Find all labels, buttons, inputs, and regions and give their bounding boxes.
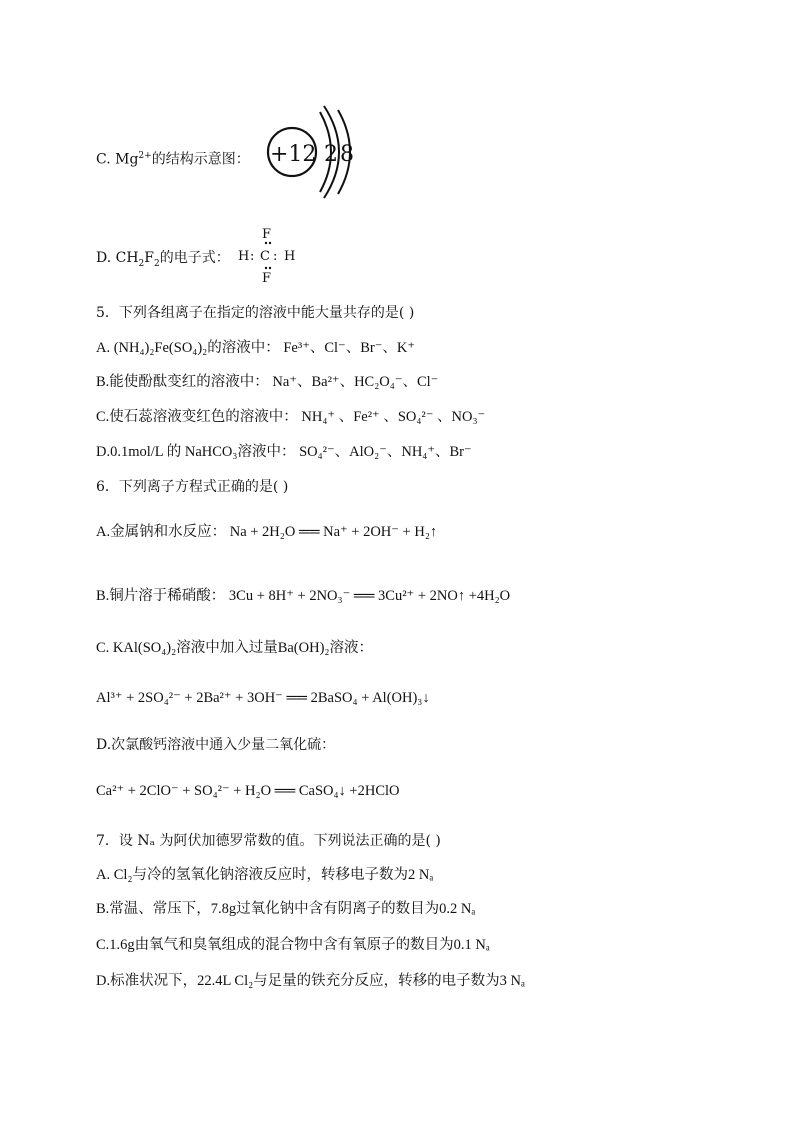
q4-option-d [96,248,230,274]
q7-option-a: A. Cl₂与冷的氢氧化钠溶液反应时，转移电子数为2 Nₐ [96,867,434,883]
q7-option-d: D.标准状况下，22.4L Cl₂与足量的铁充分反应，转移的电子数为3 Nₐ [96,973,525,989]
formula-right-h: H [284,249,296,264]
formula-center-c: C [260,249,270,264]
q4-c-prefix: C. Mg [96,151,139,168]
q4-c-suffix: 的结构示意图： [151,151,250,168]
q5-stem: 5．下列各组离子在指定的溶液中能大量共存的是( ) [96,305,415,321]
formula-top-f: F [262,227,272,242]
q4-c-charge: 2+ [138,151,152,161]
q4-d-sub1: 2 [138,258,145,269]
q6-option-d-equation: Ca²⁺ + 2ClO⁻ + SO₄²⁻ + H₂O ══ CaSO₄↓ +2HClO [96,783,400,799]
q5-option-b: B.能使酚酞变红的溶液中： Na⁺、Ba²⁺、HC₂O₄⁻、Cl⁻ [96,374,439,390]
formula-left-dots: : [250,249,255,264]
formula-right-dots: : [273,249,278,264]
q5-option-a: A. (NH₄)₂Fe(SO₄)₂的溶液中： Fe³⁺、Cl⁻、Br⁻、K⁺ [96,340,415,356]
q4-d-prefix: D. CH [96,250,139,266]
q4-d-suffix: 的电子式： [159,250,230,266]
q5-option-c: C.使石蕊溶液变红色的溶液中： NH₄⁺ 、Fe²⁺ 、SO₄²⁻ 、NO₃⁻ [96,409,486,425]
q4-option-c [96,146,250,170]
q6-option-c-text: C. KAl(SO₄)₂溶液中加入过量Ba(OH)₂溶液： [96,640,373,656]
q6-option-d-text: D.次氯酸钙溶液中通入少量二氧化硫： [96,737,336,753]
nucleus-charge: +12 [270,142,317,167]
q5-option-d: D.0.1mol/L 的 NaHCO₃溶液中： SO₄²⁻、AlO₂⁻、NH₄⁺、Br⁻ [96,444,472,460]
q6-stem: 6．下列离子方程式正确的是( ) [96,479,289,495]
formula-left-h: H [238,249,250,264]
q7-option-b: B.常温、常压下，7.8g过氧化钠中含有阴离子的数目为0.2 Nₐ [96,901,476,917]
q7-stem: 7．设 Nₐ 为阿伏加德罗常数的值。下列说法正确的是( ) [96,833,441,849]
q4-d-mid: F [144,250,154,266]
shell-1-electrons: 2 [324,142,338,167]
q6-option-a: A.金属钠和水反应： Na + 2H₂O ══ Na⁺ + 2OH⁻ + H₂↑ [96,524,438,540]
mg-ion-structure-diagram [262,100,362,204]
electron-formula-diagram [236,224,306,286]
q6-option-b: B.铜片溶于稀硝酸： 3Cu + 8H⁺ + 2NO₃⁻ ══ 3Cu²⁺ + 2NO↑ +4H₂O [96,588,511,604]
q7-option-c: C.1.6g由氧气和臭氧组成的混合物中含有氧原子的数目为0.1 Nₐ [96,937,490,953]
q4-d-sub2: 2 [154,258,160,269]
q6-option-c-equation: Al³⁺ + 2SO₄²⁻ + 2Ba²⁺ + 3OH⁻ ══ 2BaSO₄ + Al(OH)₃↓ [96,690,430,706]
formula-bottom-f: F [262,271,272,286]
shell-2-electrons: 8 [340,142,354,167]
